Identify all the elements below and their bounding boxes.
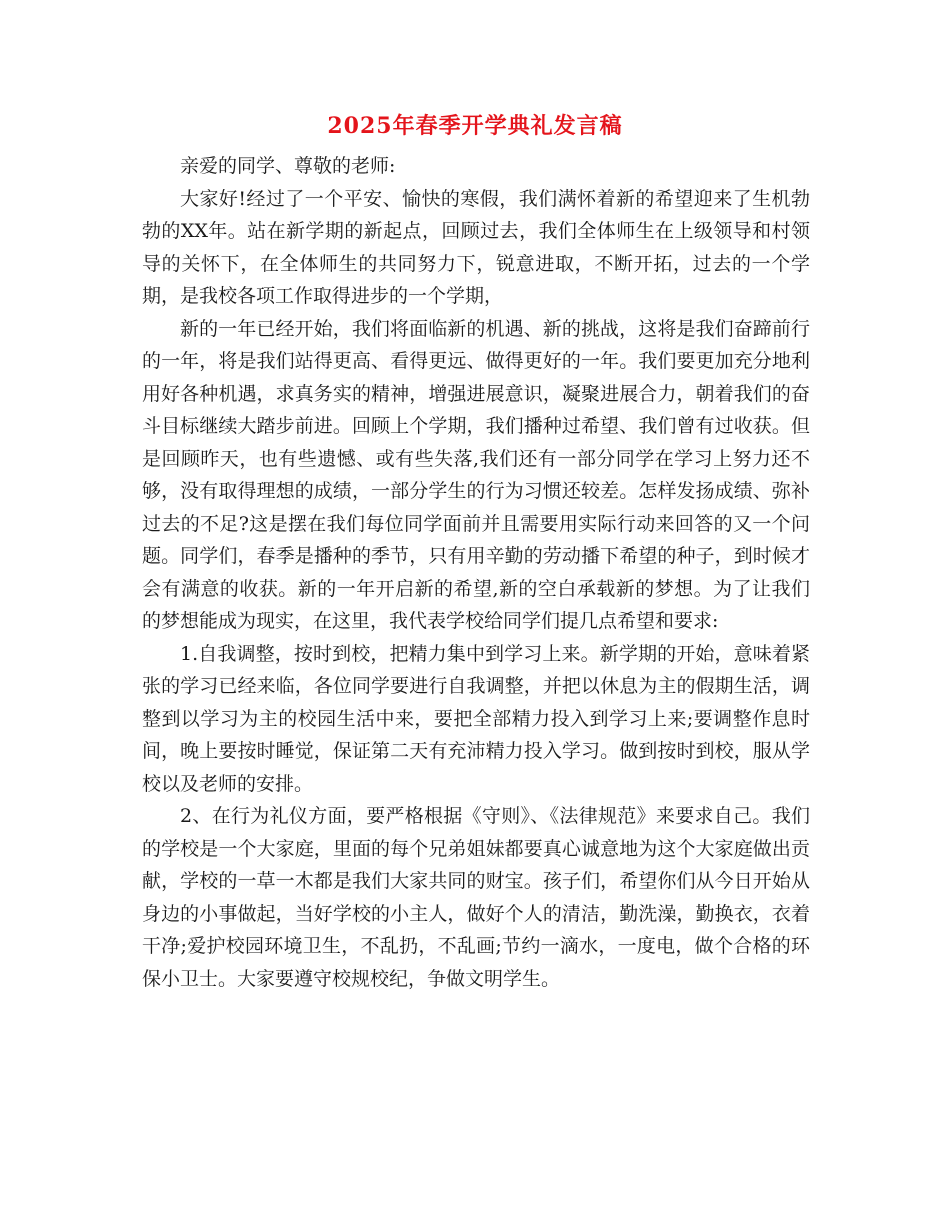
paragraph-point-2: 2、在行为礼仪方面，要严格根据《守则》、《法律规范》来要求自己。我们的学校是一个大家庭，里面的每个兄弟姐妹都要真心诚意地为这个大家庭做出贡献，学校的一草一木都是我们大家共同的财宝。孩子们，希望你们从今日开始从身边的小事做起，当好学校的小主人，做好个人的清洁，勤洗澡，勤换衣，衣着干净;爱护校园环境卫生，不乱扔，不乱画;节约一滴水，一度电，做个合格的环保小卫士。大家要遵守校规校纪，争做文明学生。 [142,805,810,990]
document-title: 2025年春季开学典礼发言稿 [327,113,623,139]
greeting-line: 亲爱的同学、尊敬的老师: [180,155,396,177]
paragraph-point-1: 1.自我调整，按时到校，把精力集中到学习上来。新学期的开始，意味着紧张的学习已经来临，各位同学要进行自我调整，并把以休息为主的假期生活，调整到以学习为主的校园生活中来，要把全部精力投入到学习上来;要调整作息时间，晚上要按时睡觉，保证第二天有充沛精力投入学习。做到按时到校，服从学校以及老师的安排。 [142,642,810,795]
paragraph-intro: 大家好!经过了一个平安、愉快的寒假，我们满怀着新的希望迎来了生机勃勃的XX年。站在新学期的新起点，回顾过去，我们全体师生在上级领导和村领导的关怀下，在全体师生的共同努力下，锐意进取，不断开拓，过去的一个学期，是我校各项工作取得进步的一个学期， [142,187,810,307]
paragraph-new-year: 新的一年已经开始，我们将面临新的机遇、新的挑战，这将是我们奋蹄前行的一年，将是我们站得更高、看得更远、做得更好的一年。我们要更加充分地利用好各种机遇，求真务实的精神，增强进展意识，凝聚进展合力，朝着我们的奋斗目标继续大踏步前进。回顾上个学期，我们播种过希望、我们曾有过收获。但是回顾昨天，也有些遗憾、或有些失落,我们还有一部分同学在学习上努力还不够，没有取得理想的成绩，一部分学生的行为习惯还较差。怎样发扬成绩、弥补过去的不足?这是摆在我们每位同学面前并且需要用实际行动来回答的又一个问题。同学们，春季是播种的季节，只有用辛勤的劳动播下希望的种子，到时候才会有满意的收获。新的一年开启新的希望,新的空白承载新的梦想。为了让我们的梦想能成为现实，在这里，我代表学校给同学们提几点希望和要求: [142,317,810,632]
document-body [142,150,810,995]
